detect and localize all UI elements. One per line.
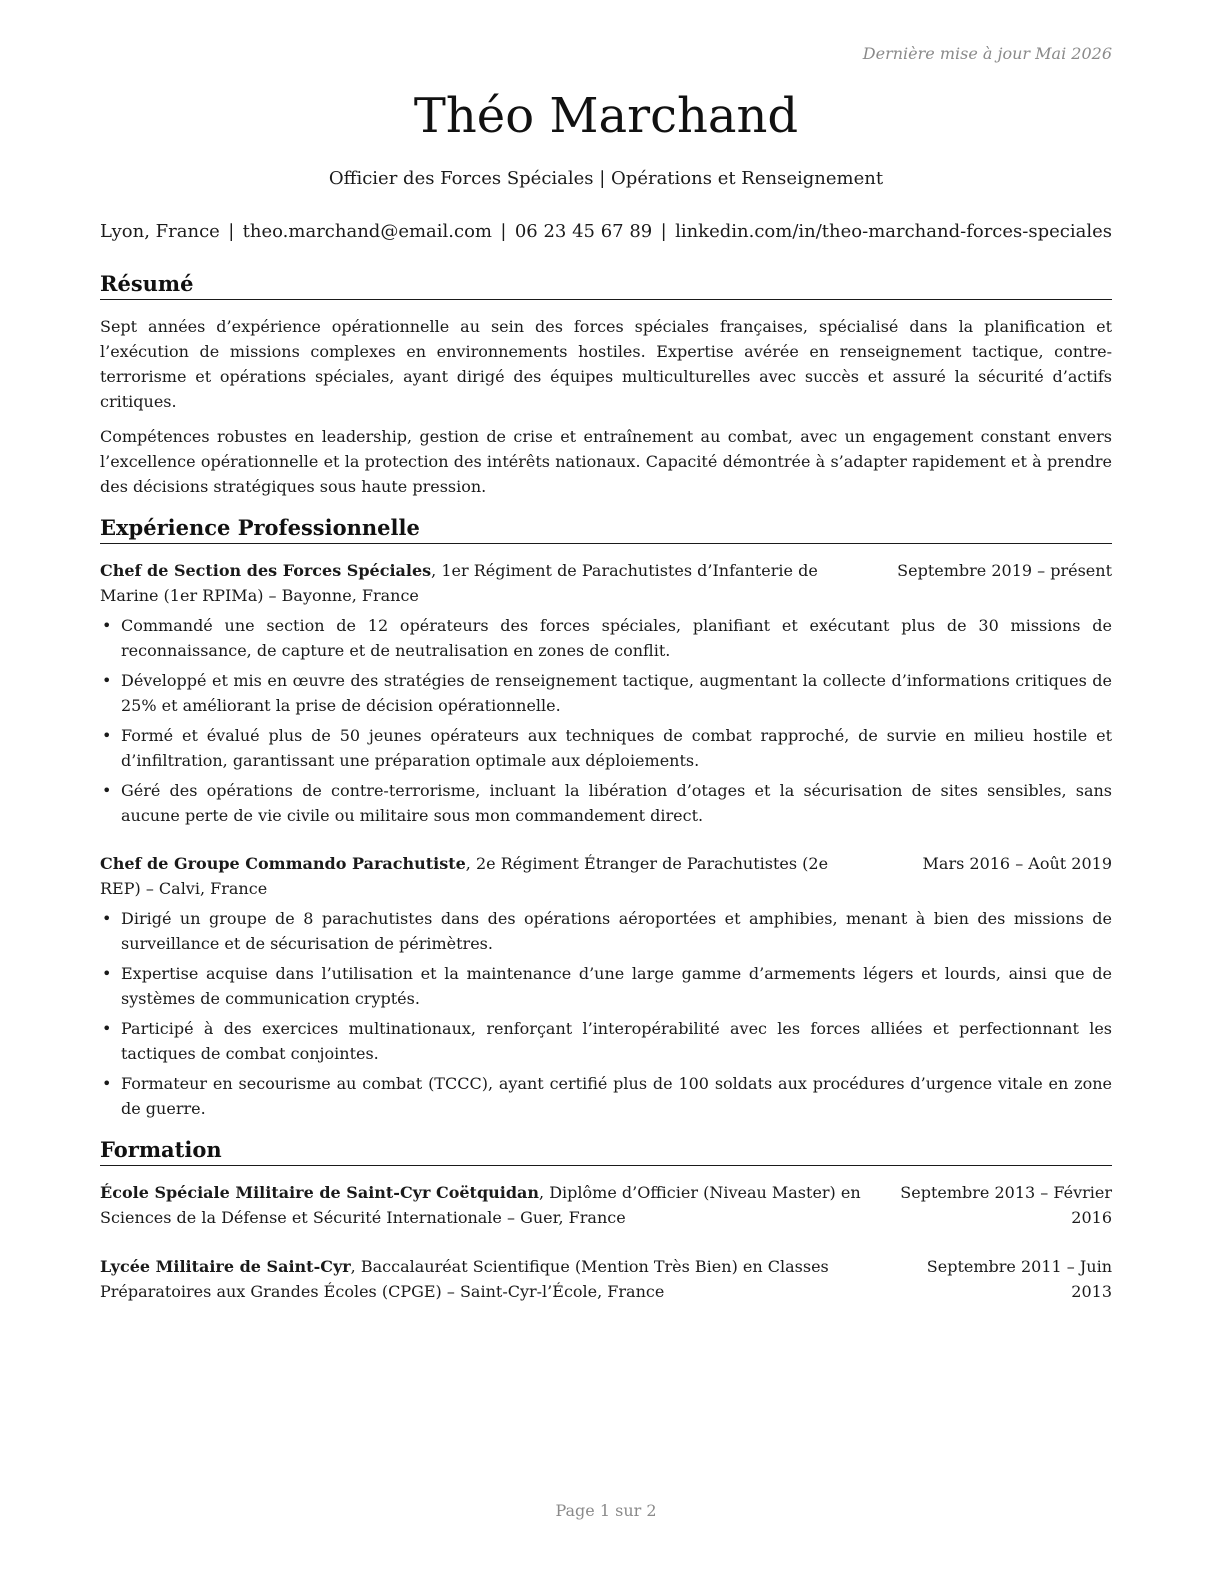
section-title-education: Formation [100, 1136, 1112, 1166]
last-updated: Dernière mise à jour Mai 2026 [862, 44, 1112, 63]
education-dates: Septembre 2011 – Juin [926, 1257, 1112, 1276]
contact-location: Lyon, France [100, 221, 220, 242]
contact-linkedin[interactable]: linkedin.com/in/theo-marchand-forces-speciales [675, 221, 1112, 242]
education-degree: , Diplôme d’Officier (Niveau Master) en [539, 1183, 861, 1202]
job-organization: , 2e Régiment Étranger de Parachutistes (2e [465, 854, 829, 873]
education-school: École Spéciale Militaire de Saint-Cyr Coëtquidan [100, 1183, 540, 1202]
job-role: Chef de Groupe Commando Parachutiste [100, 854, 466, 873]
job-organization: , 1er Régiment de Parachutistes d’Infanterie de [431, 561, 818, 580]
job-dates: Mars 2016 – Août 2019 [922, 854, 1112, 873]
education-dates-end: 2013 [1071, 1282, 1112, 1301]
job-role: Chef de Section des Forces Spéciales [100, 561, 432, 580]
section-title-summary: Résumé [100, 270, 1112, 300]
resume-page [100, 0, 1112, 1584]
contact-email[interactable]: theo.marchand@email.com [242, 221, 492, 242]
education-degree: , Baccalauréat Scientifique (Mention Très Bien) en Classes [350, 1257, 829, 1276]
list-item: • Formé et évalué plus de 50 jeunes opérateurs aux techniques de combat rapproché, de survie en milieu hostile et d’infiltration, garantissant une préparation optimale aux déploiements. [100, 723, 1112, 773]
list-item: • Dirigé un groupe de 8 parachutistes dans des opérations aéroportées et amphibies, menant à bien des missions de surveillance et de sécurisation de périmètres. [100, 906, 1112, 956]
education-dates-end: 2016 [1071, 1208, 1112, 1227]
list-item: • Participé à des exercices multinationaux, renforçant l’interopérabilité avec les forces alliées et perfectionnant les tactiques de combat conjointes. [100, 1016, 1112, 1066]
contact-separator: | [660, 221, 667, 242]
summary-paragraph: Compétences robustes en leadership, gestion de crise et entraînement au combat, avec un engagement constant envers l’excellence opérationnelle et la protection des intérêts nationaux. Capacité démontrée à s’adapter rapidement et à prendre des décisions stratégiques sous haute pression. [100, 427, 1112, 496]
job-location: Marine (1er RPIMa) – Bayonne, France [100, 586, 419, 605]
education-location: Sciences de la Défense et Sécurité Internationale – Guer, France [100, 1208, 626, 1227]
list-item: • Expertise acquise dans l’utilisation et la maintenance d’une large gamme d’armements légers et lourds, ainsi que de systèmes de communication cryptés. [100, 961, 1112, 1011]
job-description [100, 851, 890, 876]
job-location: REP) – Calvi, France [100, 879, 268, 898]
job-header [100, 558, 1112, 608]
headline: Officier des Forces Spéciales | Opérations et Renseignement [328, 168, 884, 189]
job-description [100, 558, 870, 583]
page-number: Page 1 sur 2 [555, 1501, 657, 1520]
list-item: • Formateur en secourisme au combat (TCCC), ayant certifié plus de 100 soldats aux procédures d’urgence vitale en zone de guerre. [100, 1071, 1112, 1121]
list-item: • Développé et mis en œuvre des stratégies de renseignement tactique, augmentant la collecte d’informations critiques de 25% et améliorant la prise de décision opérationnelle. [100, 668, 1112, 718]
list-item: • Géré des opérations de contre-terrorisme, incluant la libération d’otages et la sécurisation de sites sensibles, sans aucune perte de vie civile ou militaire sous mon commandement direct. [100, 778, 1112, 828]
summary-paragraph: Sept années d’expérience opérationnelle au sein des forces spéciales françaises, spécialisé dans la planification et l’exécution de missions complexes en environnements hostiles. Expertise avérée en renseignement tactique, contre-terrorisme et opérations spéciales, ayant dirigé des équipes multiculturelles avec succès et assuré la sécurité d’actifs critiques. [100, 317, 1112, 411]
job-header [100, 851, 1112, 901]
candidate-name: Théo Marchand [413, 88, 799, 144]
education-description [100, 1180, 980, 1205]
education-entry [100, 1180, 1112, 1230]
job-dates: Septembre 2019 – présent [897, 561, 1112, 580]
job-bullets [100, 906, 1112, 1126]
education-entry [100, 1254, 1112, 1304]
list-item: • Commandé une section de 12 opérateurs des forces spéciales, planifiant et exécutant plus de 30 missions de reconnaissance, de capture et de neutralisation en zones de conflit. [100, 613, 1112, 663]
contact-line [100, 219, 1112, 245]
education-description [100, 1254, 980, 1279]
job-bullets [100, 613, 1112, 833]
contact-separator: | [500, 221, 507, 242]
education-school: Lycée Militaire de Saint-Cyr [100, 1257, 351, 1276]
contact-separator: | [228, 221, 235, 242]
section-title-experience: Expérience Professionnelle [100, 514, 1112, 544]
education-location: Préparatoires aux Grandes Écoles (CPGE) – Saint-Cyr-l’École, France [100, 1282, 665, 1301]
education-dates: Septembre 2013 – Février [900, 1183, 1112, 1202]
contact-phone: 06 23 45 67 89 [514, 221, 653, 242]
